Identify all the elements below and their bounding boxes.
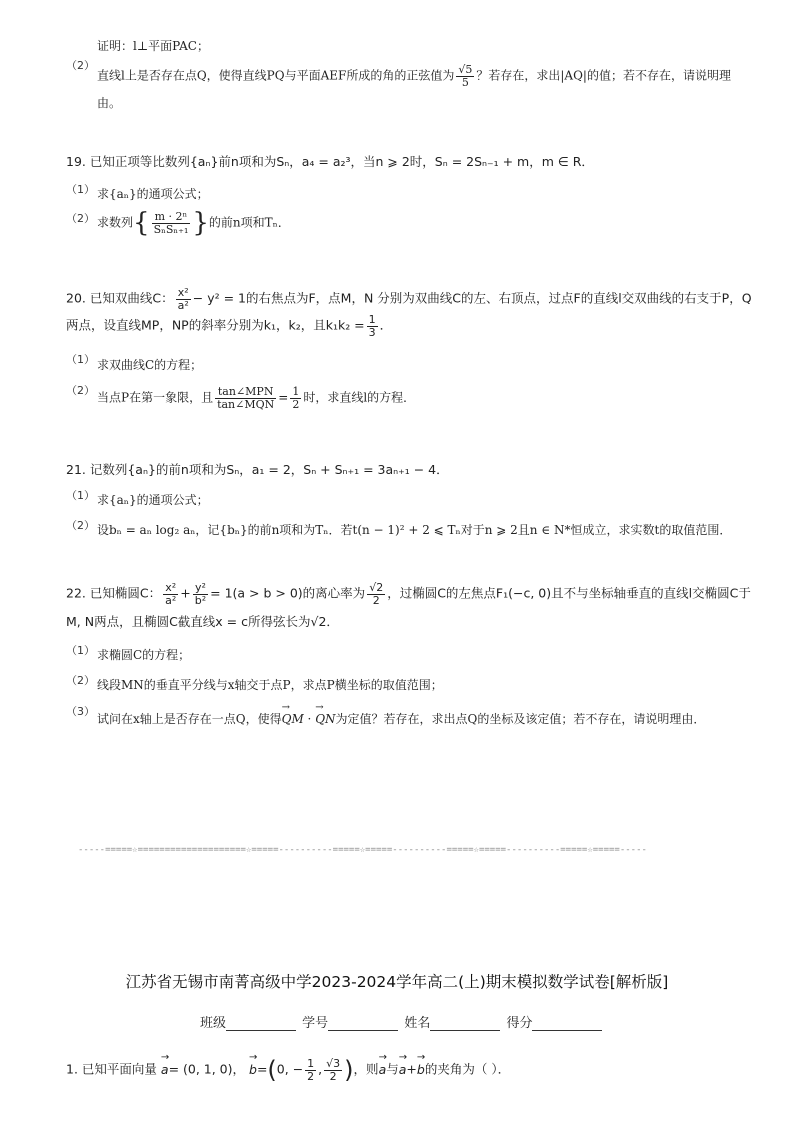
q22-part3: 试问在x轴上是否存在一点Q，使得→ QM · → QN为定值？若存在，求出点Q的坐标及该定值；若不存在，请说明理由． bbox=[97, 710, 705, 727]
id-label: 学号 bbox=[302, 1016, 329, 1031]
id-blank bbox=[328, 1017, 398, 1031]
part-number: （2） bbox=[66, 674, 95, 687]
q21-part1: 求{aₙ}的通项公式； bbox=[97, 493, 209, 507]
q20-stem-line2: 两点，设直线MP，NP的斜率分别为k₁，k₂，且k₁k₂ = $\frac{1}{3}$ ． bbox=[66, 313, 393, 339]
part-number: （1） bbox=[66, 644, 95, 657]
part-number: （3） bbox=[66, 705, 95, 718]
q18-part2-line1: 直线l上是否存在点Q，使得直线PQ与平面AEF所成的角的正弦值为 $\frac{√5}{5}$ ？若存在，求出|AQ|的值；若不存在，请说明理 bbox=[97, 63, 731, 89]
exam-title: 江苏省无锡市南菁高级中学2023-2024学年高二(上)期末模拟数学试卷[解析版] bbox=[125, 973, 669, 991]
q20-stem-line1: 20. 已知双曲线C： $\frac{\text{x²}}{\text{a²}}$ − y² = 1的右焦点为F，点M，N 分别为双曲线C的左、右顶点，过点F的直线l交双曲线的右支于P，Q bbox=[66, 286, 752, 312]
part-number: （2） bbox=[66, 212, 95, 225]
q21-part2: 设bₙ = aₙ log₂ aₙ，记{bₙ}的前n项和为Tₙ．若t(n − 1)² + 2 ⩽ Tₙ对于n ⩾ 2且n ∈ N*恒成立，求实数t的取值范围． bbox=[97, 523, 732, 537]
q21-stem: 21. 记数列{aₙ}的前n项和为Sₙ，a₁ = 2，Sₙ + Sₙ₊₁ = 3aₙ₊₁ − 4． bbox=[66, 462, 449, 477]
proof-line: 证明：l⊥平面PAC； bbox=[97, 39, 209, 53]
part-number: （2） bbox=[66, 59, 95, 72]
student-info-line bbox=[200, 1012, 604, 1031]
part-number: （2） bbox=[66, 384, 95, 397]
score-blank bbox=[532, 1017, 602, 1031]
class-label: 班级 bbox=[200, 1016, 227, 1031]
q22-part1: 求椭圆C的方程； bbox=[97, 648, 191, 662]
part-number: （1） bbox=[66, 183, 95, 196]
score-label: 得分 bbox=[506, 1016, 533, 1031]
q1-stem: 1. 已知平面向量 → a= (0, 1, 0)， → b=(0, − $\frac{1}{2}$ , $\frac{√3}{2}$ )，则→ a与→ a+→ b的夹角为（ ）． bbox=[66, 1056, 510, 1084]
part-number: （1） bbox=[66, 353, 95, 366]
section-divider: -----=====☆====================☆=====----------=====☆=====----------=====☆=====----------=====☆=====----- bbox=[78, 845, 647, 855]
q19-part1: 求{aₙ}的通项公式； bbox=[97, 187, 209, 201]
q22-stem-line2: M, N两点，且椭圆C截直线x = c所得弦长为√2． bbox=[66, 614, 339, 629]
q19-stem: 19. 已知正项等比数列{aₙ}前n项和为Sₙ，a₄ = a₂³，当n ⩾ 2时，Sₙ = 2Sₙ₋₁ + m，m ∈ R． bbox=[66, 154, 594, 169]
class-blank bbox=[226, 1017, 296, 1031]
q19-part2: 求数列{ $\frac{\text{m · 2ⁿ}}{\text{SₙSₙ₊₁}}$ }的前n项和Tₙ． bbox=[97, 208, 290, 238]
q20-part1: 求双曲线C的方程； bbox=[97, 358, 203, 372]
part-number: （2） bbox=[66, 519, 95, 532]
q22-part2: 线段MN的垂直平分线与x轴交于点P，求点P横坐标的取值范围； bbox=[97, 678, 443, 692]
part-number: （1） bbox=[66, 489, 95, 502]
name-blank bbox=[430, 1017, 500, 1031]
q22-stem-line1: 22. 已知椭圆C： $\frac{\text{x²}}{\text{a²}}$ + $\frac{\text{y²}}{\text{b²}}$ = 1(a > b > 0)的离心率为 $\frac{√2}{2}$ ，过椭圆C的左焦点F₁(−c, 0)且不与坐标轴垂直的直线l交椭圆C于 bbox=[66, 581, 751, 607]
q18-part2-line2: 由。 bbox=[97, 96, 122, 110]
q20-part2: 当点P在第一象限，且 $\frac{\text{tan∠MPN}}{\text{tan∠MQN}}$ = $\frac{1}{2}$ 时，求直线l的方程． bbox=[97, 385, 416, 411]
name-label: 姓名 bbox=[404, 1016, 431, 1031]
